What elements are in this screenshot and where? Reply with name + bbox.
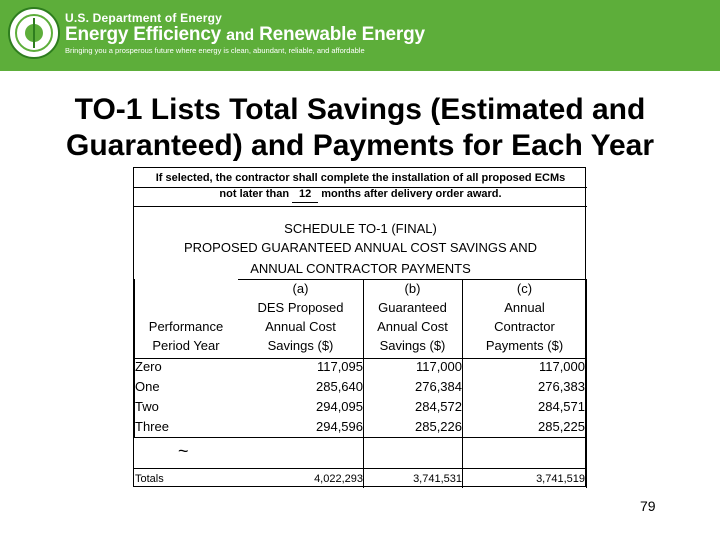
eere-name-part1: Energy Efficiency	[65, 24, 222, 45]
eere-tagline: Bringing you a prosperous future where energy is clean, abundant, reliable, and affordable	[65, 46, 365, 55]
omitted-rows-mark: ~	[178, 441, 189, 461]
rows-divider	[134, 437, 587, 438]
eere-header-banner	[0, 0, 720, 71]
table-divider	[363, 279, 364, 488]
header-col-a: (a) DES Proposed Annual Cost Savings ($)	[257, 281, 344, 353]
table-row: Zero 117,095 117,000 117,000	[135, 359, 585, 374]
eere-name-and: and	[226, 27, 255, 44]
note-line-2	[134, 186, 587, 203]
table-divider	[462, 279, 463, 488]
page-number: 79	[640, 498, 656, 514]
table-row: Two 294,095 284,572 284,571	[135, 399, 585, 414]
eere-name	[65, 24, 425, 46]
doe-name: U.S. Department of Energy	[65, 11, 223, 25]
note-line-2-pre: not later than	[219, 188, 290, 200]
eere-name-part2: Renewable Energy	[259, 24, 425, 45]
header-col-b: (b) Guaranteed Annual Cost Savings ($)	[377, 281, 448, 353]
doe-seal-icon	[8, 7, 60, 59]
totals-row: Totals 4,022,293 3,741,531 3,741,519	[135, 473, 585, 485]
note-line-2-post: months after delivery order award.	[321, 188, 502, 200]
header-divider	[238, 279, 587, 280]
schedule-subtitle-1: PROPOSED GUARANTEED ANNUAL COST SAVINGS AND	[183, 240, 537, 255]
table-row: One 285,640 276,384 276,383	[135, 379, 585, 394]
note-divider	[134, 206, 587, 207]
table-row: Three 294,596 285,226 285,225	[135, 419, 585, 434]
schedule-title: SCHEDULE TO-1 (FINAL)	[284, 221, 437, 236]
header-period: Performance Period Year	[148, 319, 224, 353]
schedule-subtitle-2: ANNUAL CONTRACTOR PAYMENTS	[250, 261, 471, 276]
header-col-c: (c) Annual Contractor Payments ($)	[485, 281, 564, 353]
slide-title: TO-1 Lists Total Savings (Estimated and Guaranteed) and Payments for Each Year	[65, 93, 654, 162]
totals-divider	[134, 468, 587, 469]
schedule-to1-table	[133, 167, 586, 487]
header-divider	[134, 358, 587, 359]
months-value: 12	[292, 186, 318, 203]
note-divider	[134, 187, 587, 188]
table-divider	[586, 279, 587, 488]
note-line-1: If selected, the contractor shall complete the installation of all proposed ECMs	[155, 172, 566, 184]
